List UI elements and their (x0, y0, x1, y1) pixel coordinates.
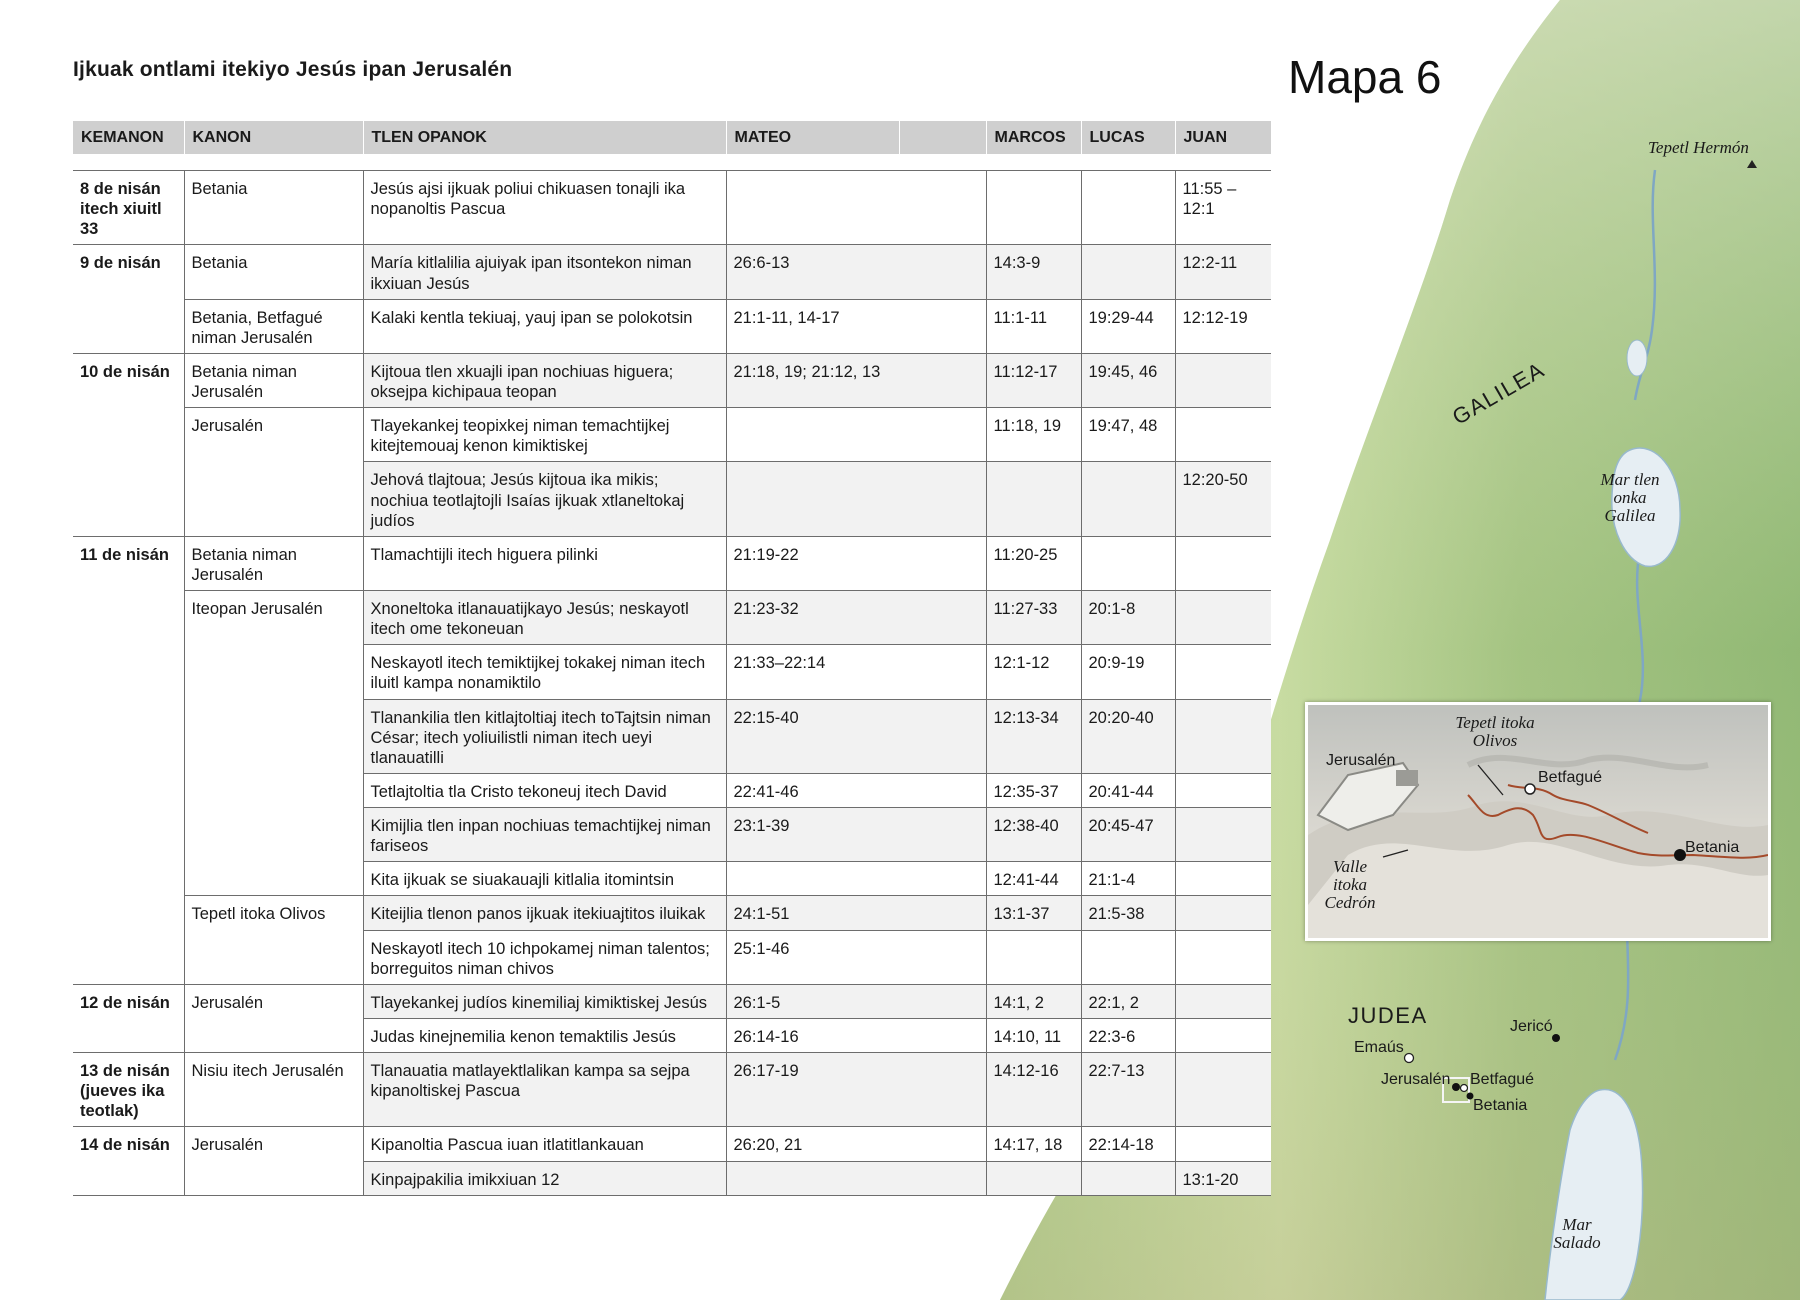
place-cell (184, 1161, 363, 1195)
place-cell (184, 930, 363, 984)
lucas-cell: 21:1-4 (1081, 862, 1175, 896)
cedron-line-3: Cedrón (1324, 892, 1376, 912)
lucas-cell: 22:14-18 (1081, 1127, 1175, 1161)
date-cell: 10 de nisán (73, 353, 184, 407)
col-header-blank (899, 121, 986, 154)
event-cell: Judas kinejnemilia kenon temaktilis Jesús (363, 1018, 726, 1052)
juan-cell: 12:2-11 (1175, 245, 1271, 299)
mateo-cell: 25:1-46 (726, 930, 986, 984)
juan-cell (1175, 984, 1271, 1018)
event-cell: Kijtoua tlen xkuajli ipan nochiuas higuera; oksejpa kichipaua teopan (363, 353, 726, 407)
event-cell: Kinpajpakilia imikxiuan 12 (363, 1161, 726, 1195)
label-mount-hermon: Tepetl Hermón (1648, 138, 1749, 157)
event-cell: Kalaki kentla tekiuaj, yauj ipan se polokotsin (363, 299, 726, 353)
place-cell: Betania, Betfagué niman Jerusalén (184, 299, 363, 353)
document-title: Ijkuak ontlami itekiyo Jesús ipan Jerusalén (73, 58, 513, 81)
inset-label-olivos (1440, 714, 1550, 750)
marcos-cell: 11:20-25 (986, 536, 1081, 590)
place-cell: Betania niman Jerusalén (184, 353, 363, 407)
col-header-lucas: LUCAS (1081, 121, 1175, 154)
event-cell: Neskayotl itech 10 ichpokamej niman talentos; borreguitos niman chivos (363, 930, 726, 984)
lucas-cell: 22:1, 2 (1081, 984, 1175, 1018)
place-cell: Jerusalén (184, 984, 363, 1018)
date-cell (73, 591, 184, 645)
table-row (73, 930, 1271, 984)
mateo-cell: 22:15-40 (726, 699, 986, 773)
place-cell: Jerusalén (184, 408, 363, 462)
event-cell: Tlayekankej teopixkej niman temachtijkej kitejtemouaj kenon kimiktiskej (363, 408, 726, 462)
juan-cell (1175, 896, 1271, 930)
event-cell: Jehová tlajtoua; Jesús kijtoua ika mikis; nochiua teotlajtojli Isaías ijkuak xtlaneltokaj judíos (363, 462, 726, 536)
label-jerusalen: Jerusalén (1381, 1071, 1451, 1088)
mateo-cell: 23:1-39 (726, 808, 986, 862)
date-cell (73, 699, 184, 773)
mateo-cell: 24:1-51 (726, 896, 986, 930)
lucas-cell: 22:3-6 (1081, 1018, 1175, 1052)
mateo-cell: 26:6-13 (726, 245, 986, 299)
map-title: Mapa 6 (1288, 51, 1442, 103)
place-cell (184, 645, 363, 699)
date-cell: 9 de nisán (73, 245, 184, 299)
table-row (73, 408, 1271, 462)
mateo-cell: 21:19-22 (726, 536, 986, 590)
mateo-cell: 26:20, 21 (726, 1127, 986, 1161)
event-cell: Neskayotl itech temiktijkej tokakej niman itech iluitl kampa nonamiktilo (363, 645, 726, 699)
lucas-cell (1081, 245, 1175, 299)
inset-map (1305, 702, 1771, 941)
marcos-cell (986, 1161, 1081, 1195)
event-cell: Kita ijkuak se siuakauajli kitlalia itomintsin (363, 862, 726, 896)
col-header-juan: JUAN (1175, 121, 1271, 154)
lucas-cell: 20:45-47 (1081, 808, 1175, 862)
sea-galilee-line-3: Galilea (1604, 505, 1656, 525)
table-row (73, 536, 1271, 590)
juan-cell (1175, 1018, 1271, 1052)
col-header-mateo: MATEO (726, 121, 899, 154)
jerusalen-dot (1452, 1083, 1460, 1091)
place-cell: Nisiu itech Jerusalén (184, 1053, 363, 1127)
sea-galilee-line-2: onka (1613, 487, 1647, 507)
marcos-cell: 12:38-40 (986, 808, 1081, 862)
mateo-cell: 21:33–22:14 (726, 645, 986, 699)
juan-cell (1175, 1127, 1271, 1161)
jerico-dot (1552, 1034, 1560, 1042)
marcos-cell: 14:1, 2 (986, 984, 1081, 1018)
table-row (73, 353, 1271, 407)
header-spacer (73, 154, 1271, 171)
lucas-cell (1081, 462, 1175, 536)
table-row (73, 1127, 1271, 1161)
olivos-line-1: Tepetl itoka (1455, 713, 1535, 732)
marcos-cell: 11:12-17 (986, 353, 1081, 407)
marcos-cell: 12:13-34 (986, 699, 1081, 773)
date-cell (73, 1018, 184, 1052)
col-header-kanon: KANON (184, 121, 363, 154)
place-cell (184, 699, 363, 773)
col-header-tlen-opanok: TLEN OPANOK (363, 121, 726, 154)
mateo-cell (726, 408, 986, 462)
marcos-cell: 12:1-12 (986, 645, 1081, 699)
cedron-line-1: Valle (1333, 857, 1367, 876)
lucas-cell (1081, 536, 1175, 590)
mateo-cell (726, 862, 986, 896)
lucas-cell: 21:5-38 (1081, 896, 1175, 930)
event-cell: Tlanauatia matlayektlalikan kampa sa sejpa kipanoltiskej Pascua (363, 1053, 726, 1127)
label-jerico: Jericó (1510, 1018, 1553, 1035)
table-row (73, 862, 1271, 896)
marcos-cell (986, 171, 1081, 245)
marcos-cell (986, 462, 1081, 536)
table-row (73, 808, 1271, 862)
marcos-cell: 14:17, 18 (986, 1127, 1081, 1161)
place-cell: Tepetl itoka Olivos (184, 896, 363, 930)
table-row (73, 896, 1271, 930)
mateo-cell (726, 171, 986, 245)
date-cell (73, 896, 184, 930)
marcos-cell: 11:27-33 (986, 591, 1081, 645)
lucas-cell (1081, 171, 1175, 245)
juan-cell (1175, 353, 1271, 407)
place-cell (184, 862, 363, 896)
events-table (73, 121, 1271, 1196)
juan-cell (1175, 408, 1271, 462)
juan-cell (1175, 862, 1271, 896)
label-judea: JUDEA (1348, 1003, 1428, 1028)
inset-label-cedron (1322, 858, 1378, 912)
marcos-cell: 12:41-44 (986, 862, 1081, 896)
table-row (73, 984, 1271, 1018)
table-row (73, 1161, 1271, 1195)
mateo-cell: 21:1-11, 14-17 (726, 299, 986, 353)
marcos-cell: 12:35-37 (986, 773, 1081, 807)
marcos-cell: 13:1-37 (986, 896, 1081, 930)
table-row (73, 773, 1271, 807)
date-cell (73, 773, 184, 807)
juan-cell (1175, 1053, 1271, 1127)
col-header-kemanon: KEMANON (73, 121, 184, 154)
lucas-cell: 19:45, 46 (1081, 353, 1175, 407)
cedron-line-2: itoka (1333, 874, 1367, 894)
lake-huleh (1627, 340, 1647, 376)
juan-cell (1175, 808, 1271, 862)
date-cell: 13 de nisán (jueves ika teotlak) (73, 1053, 184, 1127)
inset-label-betania: Betania (1685, 839, 1740, 856)
label-dead-sea (1546, 1216, 1608, 1252)
event-cell: Tetlajtoltia tla Cristo tekoneuj itech David (363, 773, 726, 807)
date-cell (73, 408, 184, 462)
place-cell: Iteopan Jerusalén (184, 591, 363, 645)
event-cell: Kiteijlia tlenon panos ijkuak itekiuajtitos iluikak (363, 896, 726, 930)
table-row (73, 245, 1271, 299)
date-cell: 8 de nisán itech xiuitl 33 (73, 171, 184, 245)
date-cell (73, 862, 184, 896)
marcos-cell (986, 930, 1081, 984)
juan-cell: 13:1-20 (1175, 1161, 1271, 1195)
table-header-row (73, 121, 1271, 154)
table-row (73, 299, 1271, 353)
table-row (73, 1053, 1271, 1127)
inset-label-betfague: Betfagué (1538, 769, 1603, 786)
mateo-cell: 21:18, 19; 21:12, 13 (726, 353, 986, 407)
marcos-cell: 14:10, 11 (986, 1018, 1081, 1052)
marcos-cell: 14:3-9 (986, 245, 1081, 299)
juan-cell (1175, 536, 1271, 590)
date-cell (73, 808, 184, 862)
table-row (73, 1018, 1271, 1052)
table-row (73, 171, 1271, 245)
inset-label-jerusalen: Jerusalén (1326, 752, 1396, 769)
col-header-marcos: MARCOS (986, 121, 1081, 154)
mateo-cell: 26:17-19 (726, 1053, 986, 1127)
event-cell: Tlamachtijli itech higuera pilinki (363, 536, 726, 590)
place-cell: Betania niman Jerusalén (184, 536, 363, 590)
temple-icon (1396, 770, 1418, 786)
event-cell: Tlayekankej judíos kinemiliaj kimiktiskej Jesús (363, 984, 726, 1018)
place-cell: Betania (184, 245, 363, 299)
mateo-cell (726, 1161, 986, 1195)
event-cell: Kimijlia tlen inpan nochiuas temachtijkej niman fariseos (363, 808, 726, 862)
date-cell (73, 1161, 184, 1195)
event-cell: Jesús ajsi ijkuak poliui chikuasen tonajli ika nopanoltis Pascua (363, 171, 726, 245)
inset-betfague-dot (1525, 784, 1535, 794)
mateo-cell: 21:23-32 (726, 591, 986, 645)
juan-cell (1175, 773, 1271, 807)
event-cell: Xnoneltoka itlanauatijkayo Jesús; neskayotl itech ome tekoneuan (363, 591, 726, 645)
label-emaus: Emaús (1354, 1039, 1404, 1056)
date-cell (73, 299, 184, 353)
place-cell (184, 1018, 363, 1052)
label-galilea: GALILEA (1448, 356, 1550, 430)
mateo-cell: 26:1-5 (726, 984, 986, 1018)
dead-sea-line-2: Salado (1553, 1232, 1601, 1252)
marcos-cell: 11:18, 19 (986, 408, 1081, 462)
label-betfague: Betfagué (1470, 1071, 1535, 1088)
juan-cell (1175, 591, 1271, 645)
label-betania: Betania (1473, 1097, 1528, 1114)
lucas-cell: 20:1-8 (1081, 591, 1175, 645)
place-cell (184, 773, 363, 807)
event-cell: Tlanankilia tlen kitlajtoltiaj itech toTajtsin niman César; itech yoliuilistli niman itech ueyi tlanauatilli (363, 699, 726, 773)
place-cell: Betania (184, 171, 363, 245)
emaus-dot (1405, 1054, 1414, 1063)
lucas-cell: 20:20-40 (1081, 699, 1175, 773)
place-cell (184, 462, 363, 536)
juan-cell (1175, 645, 1271, 699)
betfague-dot (1461, 1085, 1468, 1092)
event-cell: Kipanoltia Pascua iuan itlatitlankauan (363, 1127, 726, 1161)
lucas-cell: 19:29-44 (1081, 299, 1175, 353)
juan-cell (1175, 930, 1271, 984)
juan-cell (1175, 699, 1271, 773)
place-cell: Jerusalén (184, 1127, 363, 1161)
table-row (73, 591, 1271, 645)
marcos-cell: 14:12-16 (986, 1053, 1081, 1127)
lucas-cell: 20:41-44 (1081, 773, 1175, 807)
juan-cell: 12:20-50 (1175, 462, 1271, 536)
lucas-cell (1081, 930, 1175, 984)
table-row (73, 699, 1271, 773)
sea-galilee-line-1: Mar tlen (1600, 470, 1660, 489)
mateo-cell (726, 462, 986, 536)
label-sea-of-galilee (1590, 471, 1670, 525)
mateo-cell: 26:14-16 (726, 1018, 986, 1052)
lucas-cell: 20:9-19 (1081, 645, 1175, 699)
dead-sea-line-1: Mar (1562, 1215, 1592, 1234)
juan-cell: 11:55 – 12:1 (1175, 171, 1271, 245)
marcos-cell: 11:1-11 (986, 299, 1081, 353)
date-cell (73, 462, 184, 536)
table-row (73, 462, 1271, 536)
lucas-cell (1081, 1161, 1175, 1195)
date-cell: 12 de nisán (73, 984, 184, 1018)
date-cell: 11 de nisán (73, 536, 184, 590)
date-cell: 14 de nisán (73, 1127, 184, 1161)
event-cell: María kitlalilia ajuiyak ipan itsontekon niman ikxiuan Jesús (363, 245, 726, 299)
olivos-line-2: Olivos (1472, 730, 1518, 750)
date-cell (73, 645, 184, 699)
mateo-cell: 22:41-46 (726, 773, 986, 807)
date-cell (73, 930, 184, 984)
lucas-cell: 19:47, 48 (1081, 408, 1175, 462)
place-cell (184, 808, 363, 862)
juan-cell: 12:12-19 (1175, 299, 1271, 353)
table-row (73, 645, 1271, 699)
lucas-cell: 22:7-13 (1081, 1053, 1175, 1127)
